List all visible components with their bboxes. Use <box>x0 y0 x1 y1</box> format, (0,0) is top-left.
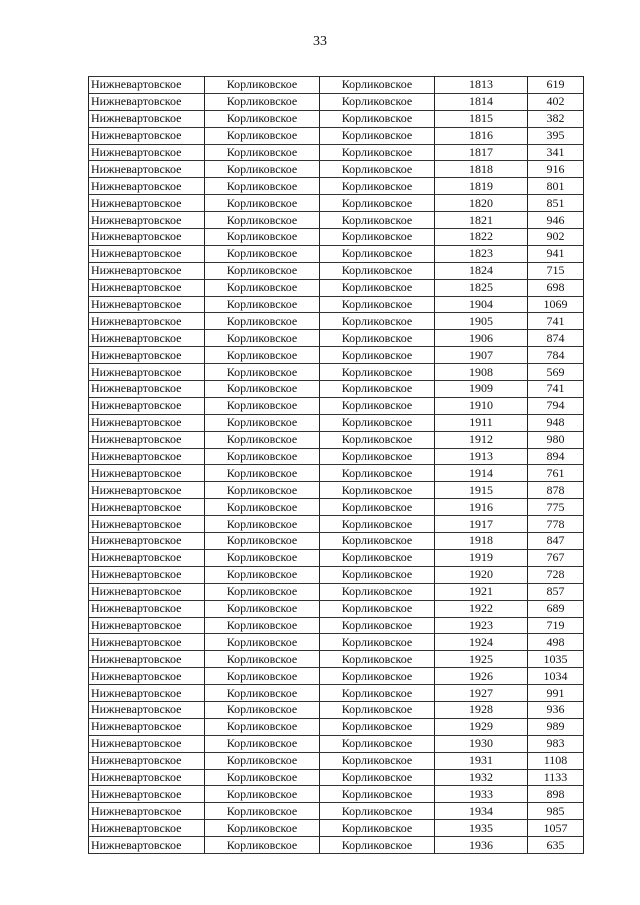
cell-forestry: Корликовское <box>205 195 320 212</box>
cell-area: 794 <box>528 397 584 414</box>
cell-area: 851 <box>528 195 584 212</box>
cell-quarter-number: 1919 <box>435 549 528 566</box>
cell-area: 878 <box>528 482 584 499</box>
cell-forestry: Корликовское <box>205 431 320 448</box>
cell-district: Нижневартовское <box>89 516 205 533</box>
table-row <box>89 786 584 803</box>
table-row <box>89 685 584 702</box>
cell-district: Нижневартовское <box>89 583 205 600</box>
cell-forestry: Корликовское <box>205 414 320 431</box>
cell-forestry: Корликовское <box>205 735 320 752</box>
cell-forestry: Корликовское <box>205 161 320 178</box>
forest-quarters-table <box>88 76 584 854</box>
table-row <box>89 431 584 448</box>
cell-forestry: Корликовское <box>205 651 320 668</box>
cell-district: Нижневартовское <box>89 110 205 127</box>
table-row <box>89 347 584 364</box>
table-row <box>89 178 584 195</box>
cell-area: 767 <box>528 549 584 566</box>
cell-quarter-number: 1911 <box>435 414 528 431</box>
cell-district: Нижневартовское <box>89 127 205 144</box>
table-row <box>89 718 584 735</box>
cell-quarter-number: 1906 <box>435 330 528 347</box>
cell-area: 989 <box>528 718 584 735</box>
table-row <box>89 414 584 431</box>
cell-subforestry: Корликовское <box>320 161 435 178</box>
cell-subforestry: Корликовское <box>320 195 435 212</box>
table-row <box>89 533 584 550</box>
cell-district: Нижневартовское <box>89 600 205 617</box>
cell-quarter-number: 1925 <box>435 651 528 668</box>
cell-district: Нижневартовское <box>89 701 205 718</box>
cell-area: 719 <box>528 617 584 634</box>
cell-area: 741 <box>528 313 584 330</box>
cell-district: Нижневартовское <box>89 718 205 735</box>
cell-forestry: Корликовское <box>205 178 320 195</box>
cell-quarter-number: 1926 <box>435 668 528 685</box>
cell-forestry: Корликовское <box>205 533 320 550</box>
cell-forestry: Корликовское <box>205 127 320 144</box>
cell-quarter-number: 1918 <box>435 533 528 550</box>
cell-quarter-number: 1936 <box>435 837 528 854</box>
table-row <box>89 262 584 279</box>
cell-subforestry: Корликовское <box>320 262 435 279</box>
cell-subforestry: Корликовское <box>320 837 435 854</box>
cell-quarter-number: 1914 <box>435 465 528 482</box>
cell-subforestry: Корликовское <box>320 566 435 583</box>
cell-quarter-number: 1824 <box>435 262 528 279</box>
cell-area: 801 <box>528 178 584 195</box>
cell-subforestry: Корликовское <box>320 516 435 533</box>
table-row <box>89 583 584 600</box>
table-row <box>89 837 584 854</box>
cell-area: 1133 <box>528 769 584 786</box>
cell-quarter-number: 1825 <box>435 279 528 296</box>
cell-area: 1108 <box>528 752 584 769</box>
cell-area: 498 <box>528 634 584 651</box>
cell-area: 761 <box>528 465 584 482</box>
cell-subforestry: Корликовское <box>320 701 435 718</box>
cell-area: 569 <box>528 364 584 381</box>
cell-subforestry: Корликовское <box>320 77 435 94</box>
cell-district: Нижневартовское <box>89 212 205 229</box>
cell-forestry: Корликовское <box>205 144 320 161</box>
cell-area: 619 <box>528 77 584 94</box>
table-row <box>89 600 584 617</box>
table-row <box>89 279 584 296</box>
cell-forestry: Корликовское <box>205 701 320 718</box>
cell-district: Нижневартовское <box>89 414 205 431</box>
cell-district: Нижневартовское <box>89 161 205 178</box>
cell-district: Нижневартовское <box>89 837 205 854</box>
cell-subforestry: Корликовское <box>320 465 435 482</box>
cell-district: Нижневартовское <box>89 448 205 465</box>
cell-subforestry: Корликовское <box>320 347 435 364</box>
cell-district: Нижневартовское <box>89 685 205 702</box>
cell-area: 985 <box>528 803 584 820</box>
cell-forestry: Корликовское <box>205 110 320 127</box>
cell-area: 936 <box>528 701 584 718</box>
cell-quarter-number: 1935 <box>435 820 528 837</box>
cell-forestry: Корликовское <box>205 93 320 110</box>
cell-district: Нижневартовское <box>89 330 205 347</box>
table-row <box>89 482 584 499</box>
cell-area: 1035 <box>528 651 584 668</box>
cell-quarter-number: 1915 <box>435 482 528 499</box>
cell-district: Нижневартовское <box>89 533 205 550</box>
table-row <box>89 77 584 94</box>
cell-subforestry: Корликовское <box>320 330 435 347</box>
table-row <box>89 245 584 262</box>
cell-forestry: Корликовское <box>205 820 320 837</box>
cell-quarter-number: 1934 <box>435 803 528 820</box>
cell-area: 382 <box>528 110 584 127</box>
cell-district: Нижневартовское <box>89 144 205 161</box>
cell-subforestry: Корликовское <box>320 296 435 313</box>
cell-district: Нижневартовское <box>89 279 205 296</box>
cell-forestry: Корликовское <box>205 313 320 330</box>
table-row <box>89 769 584 786</box>
cell-quarter-number: 1908 <box>435 364 528 381</box>
cell-subforestry: Корликовское <box>320 803 435 820</box>
cell-area: 728 <box>528 566 584 583</box>
cell-quarter-number: 1922 <box>435 600 528 617</box>
cell-district: Нижневартовское <box>89 549 205 566</box>
cell-subforestry: Корликовское <box>320 381 435 398</box>
cell-forestry: Корликовское <box>205 499 320 516</box>
cell-forestry: Корликовское <box>205 752 320 769</box>
cell-district: Нижневартовское <box>89 397 205 414</box>
cell-forestry: Корликовское <box>205 330 320 347</box>
table-row <box>89 229 584 246</box>
cell-forestry: Корликовское <box>205 347 320 364</box>
cell-forestry: Корликовское <box>205 212 320 229</box>
cell-subforestry: Корликовское <box>320 93 435 110</box>
cell-district: Нижневартовское <box>89 77 205 94</box>
table-row <box>89 144 584 161</box>
cell-quarter-number: 1815 <box>435 110 528 127</box>
cell-quarter-number: 1912 <box>435 431 528 448</box>
cell-area: 902 <box>528 229 584 246</box>
cell-subforestry: Корликовское <box>320 583 435 600</box>
table-row <box>89 803 584 820</box>
cell-quarter-number: 1927 <box>435 685 528 702</box>
page-number: 33 <box>313 34 327 49</box>
cell-quarter-number: 1909 <box>435 381 528 398</box>
table-row <box>89 701 584 718</box>
table-row <box>89 448 584 465</box>
cell-quarter-number: 1931 <box>435 752 528 769</box>
cell-district: Нижневартовское <box>89 313 205 330</box>
cell-forestry: Корликовское <box>205 364 320 381</box>
cell-district: Нижневартовское <box>89 803 205 820</box>
table-row <box>89 735 584 752</box>
cell-forestry: Корликовское <box>205 718 320 735</box>
cell-subforestry: Корликовское <box>320 229 435 246</box>
cell-forestry: Корликовское <box>205 229 320 246</box>
cell-quarter-number: 1910 <box>435 397 528 414</box>
cell-forestry: Корликовское <box>205 786 320 803</box>
cell-quarter-number: 1917 <box>435 516 528 533</box>
cell-area: 784 <box>528 347 584 364</box>
cell-quarter-number: 1904 <box>435 296 528 313</box>
cell-district: Нижневартовское <box>89 245 205 262</box>
cell-forestry: Корликовское <box>205 279 320 296</box>
cell-area: 689 <box>528 600 584 617</box>
table-row <box>89 212 584 229</box>
cell-subforestry: Корликовское <box>320 127 435 144</box>
cell-forestry: Корликовское <box>205 296 320 313</box>
cell-area: 715 <box>528 262 584 279</box>
cell-district: Нижневартовское <box>89 499 205 516</box>
cell-forestry: Корликовское <box>205 668 320 685</box>
cell-quarter-number: 1921 <box>435 583 528 600</box>
cell-subforestry: Корликовское <box>320 364 435 381</box>
cell-subforestry: Корликовское <box>320 820 435 837</box>
cell-forestry: Корликовское <box>205 583 320 600</box>
cell-quarter-number: 1923 <box>435 617 528 634</box>
cell-subforestry: Корликовское <box>320 279 435 296</box>
cell-forestry: Корликовское <box>205 245 320 262</box>
cell-district: Нижневартовское <box>89 178 205 195</box>
cell-quarter-number: 1916 <box>435 499 528 516</box>
cell-subforestry: Корликовское <box>320 634 435 651</box>
table-row <box>89 110 584 127</box>
cell-district: Нижневартовское <box>89 752 205 769</box>
table-row <box>89 93 584 110</box>
cell-area: 1034 <box>528 668 584 685</box>
cell-subforestry: Корликовское <box>320 397 435 414</box>
cell-area: 916 <box>528 161 584 178</box>
cell-district: Нижневартовское <box>89 482 205 499</box>
table-row <box>89 397 584 414</box>
cell-area: 857 <box>528 583 584 600</box>
cell-forestry: Корликовское <box>205 77 320 94</box>
cell-district: Нижневартовское <box>89 364 205 381</box>
cell-quarter-number: 1820 <box>435 195 528 212</box>
cell-district: Нижневартовское <box>89 262 205 279</box>
table-row <box>89 549 584 566</box>
cell-district: Нижневартовское <box>89 195 205 212</box>
cell-quarter-number: 1814 <box>435 93 528 110</box>
cell-area: 698 <box>528 279 584 296</box>
cell-quarter-number: 1813 <box>435 77 528 94</box>
cell-subforestry: Корликовское <box>320 668 435 685</box>
cell-forestry: Корликовское <box>205 803 320 820</box>
cell-district: Нижневартовское <box>89 786 205 803</box>
cell-subforestry: Корликовское <box>320 769 435 786</box>
cell-quarter-number: 1907 <box>435 347 528 364</box>
cell-forestry: Корликовское <box>205 769 320 786</box>
cell-subforestry: Корликовское <box>320 414 435 431</box>
table-body <box>89 77 584 854</box>
cell-forestry: Корликовское <box>205 600 320 617</box>
cell-quarter-number: 1920 <box>435 566 528 583</box>
cell-area: 898 <box>528 786 584 803</box>
cell-subforestry: Корликовское <box>320 482 435 499</box>
cell-subforestry: Корликовское <box>320 144 435 161</box>
cell-quarter-number: 1818 <box>435 161 528 178</box>
table-row <box>89 499 584 516</box>
cell-subforestry: Корликовское <box>320 448 435 465</box>
cell-area: 775 <box>528 499 584 516</box>
cell-subforestry: Корликовское <box>320 735 435 752</box>
cell-quarter-number: 1822 <box>435 229 528 246</box>
cell-area: 847 <box>528 533 584 550</box>
cell-forestry: Корликовское <box>205 397 320 414</box>
cell-quarter-number: 1817 <box>435 144 528 161</box>
cell-area: 778 <box>528 516 584 533</box>
cell-area: 894 <box>528 448 584 465</box>
cell-area: 395 <box>528 127 584 144</box>
cell-area: 741 <box>528 381 584 398</box>
table-row <box>89 161 584 178</box>
table-row <box>89 752 584 769</box>
table-row <box>89 330 584 347</box>
cell-forestry: Корликовское <box>205 482 320 499</box>
cell-area: 341 <box>528 144 584 161</box>
cell-quarter-number: 1913 <box>435 448 528 465</box>
table-row <box>89 313 584 330</box>
cell-area: 941 <box>528 245 584 262</box>
table-row <box>89 651 584 668</box>
cell-forestry: Корликовское <box>205 465 320 482</box>
table-row <box>89 195 584 212</box>
cell-area: 991 <box>528 685 584 702</box>
cell-quarter-number: 1933 <box>435 786 528 803</box>
table-row <box>89 617 584 634</box>
cell-subforestry: Корликовское <box>320 110 435 127</box>
cell-subforestry: Корликовское <box>320 499 435 516</box>
cell-district: Нижневартовское <box>89 617 205 634</box>
cell-area: 874 <box>528 330 584 347</box>
cell-quarter-number: 1905 <box>435 313 528 330</box>
cell-area: 635 <box>528 837 584 854</box>
cell-quarter-number: 1929 <box>435 718 528 735</box>
cell-subforestry: Корликовское <box>320 245 435 262</box>
cell-area: 1069 <box>528 296 584 313</box>
table-row <box>89 820 584 837</box>
cell-subforestry: Корликовское <box>320 549 435 566</box>
cell-district: Нижневартовское <box>89 651 205 668</box>
cell-forestry: Корликовское <box>205 448 320 465</box>
cell-subforestry: Корликовское <box>320 212 435 229</box>
cell-quarter-number: 1930 <box>435 735 528 752</box>
cell-forestry: Корликовское <box>205 685 320 702</box>
cell-forestry: Корликовское <box>205 262 320 279</box>
cell-area: 402 <box>528 93 584 110</box>
table-row <box>89 668 584 685</box>
cell-area: 948 <box>528 414 584 431</box>
cell-district: Нижневартовское <box>89 634 205 651</box>
table-row <box>89 381 584 398</box>
cell-district: Нижневартовское <box>89 296 205 313</box>
cell-subforestry: Корликовское <box>320 313 435 330</box>
cell-district: Нижневартовское <box>89 465 205 482</box>
cell-area: 980 <box>528 431 584 448</box>
cell-subforestry: Корликовское <box>320 752 435 769</box>
cell-quarter-number: 1823 <box>435 245 528 262</box>
cell-forestry: Корликовское <box>205 837 320 854</box>
cell-subforestry: Корликовское <box>320 431 435 448</box>
cell-district: Нижневартовское <box>89 820 205 837</box>
cell-quarter-number: 1821 <box>435 212 528 229</box>
cell-quarter-number: 1928 <box>435 701 528 718</box>
cell-district: Нижневартовское <box>89 347 205 364</box>
cell-subforestry: Корликовское <box>320 178 435 195</box>
cell-subforestry: Корликовское <box>320 786 435 803</box>
cell-subforestry: Корликовское <box>320 617 435 634</box>
cell-forestry: Корликовское <box>205 617 320 634</box>
cell-district: Нижневартовское <box>89 93 205 110</box>
cell-quarter-number: 1816 <box>435 127 528 144</box>
cell-forestry: Корликовское <box>205 381 320 398</box>
cell-forestry: Корликовское <box>205 634 320 651</box>
table-row <box>89 364 584 381</box>
table-row <box>89 127 584 144</box>
cell-quarter-number: 1819 <box>435 178 528 195</box>
table-row <box>89 566 584 583</box>
cell-area: 983 <box>528 735 584 752</box>
table-row <box>89 516 584 533</box>
cell-district: Нижневартовское <box>89 735 205 752</box>
table-row <box>89 296 584 313</box>
cell-forestry: Корликовское <box>205 549 320 566</box>
cell-subforestry: Корликовское <box>320 600 435 617</box>
cell-subforestry: Корликовское <box>320 533 435 550</box>
cell-forestry: Корликовское <box>205 516 320 533</box>
table-row <box>89 465 584 482</box>
cell-district: Нижневартовское <box>89 668 205 685</box>
cell-area: 1057 <box>528 820 584 837</box>
cell-area: 946 <box>528 212 584 229</box>
cell-district: Нижневартовское <box>89 381 205 398</box>
cell-subforestry: Корликовское <box>320 651 435 668</box>
cell-district: Нижневартовское <box>89 229 205 246</box>
table-row <box>89 634 584 651</box>
cell-subforestry: Корликовское <box>320 685 435 702</box>
cell-forestry: Корликовское <box>205 566 320 583</box>
cell-subforestry: Корликовское <box>320 718 435 735</box>
cell-district: Нижневартовское <box>89 431 205 448</box>
cell-quarter-number: 1924 <box>435 634 528 651</box>
cell-quarter-number: 1932 <box>435 769 528 786</box>
cell-district: Нижневартовское <box>89 769 205 786</box>
cell-district: Нижневартовское <box>89 566 205 583</box>
